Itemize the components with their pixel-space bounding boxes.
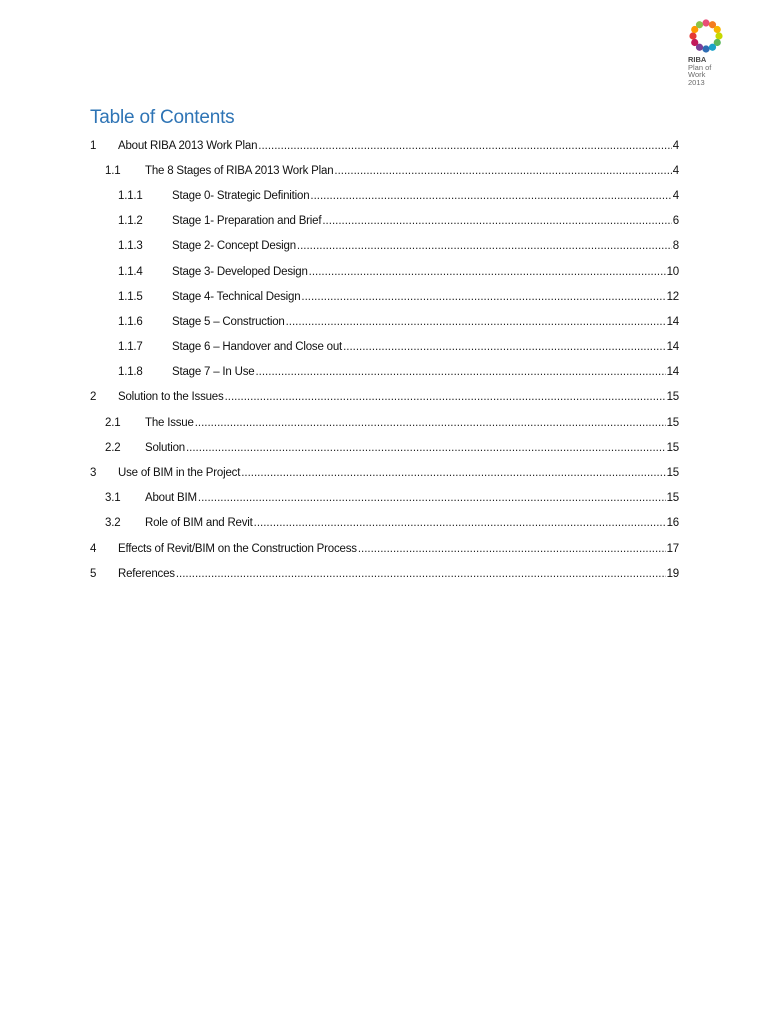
toc-entry[interactable] xyxy=(90,158,679,183)
dot-leader xyxy=(301,291,665,303)
toc-entry-page: 17 xyxy=(666,542,679,555)
riba-logo xyxy=(688,18,736,90)
toc-entry[interactable] xyxy=(90,561,679,586)
toc-entry-number: 1.1.4 xyxy=(118,265,143,278)
toc-entry-number: 4 xyxy=(90,542,97,555)
dot-leader xyxy=(176,568,666,580)
dot-leader xyxy=(358,543,666,555)
toc-entry-label: About BIM xyxy=(145,492,197,505)
toc-entry-page: 4 xyxy=(672,189,679,202)
toc-entry-number: 3 xyxy=(90,467,97,480)
toc-entry-number: 1.1.6 xyxy=(118,315,143,328)
logo-line-year: 2013 xyxy=(688,77,705,87)
toc-entry-text xyxy=(118,391,679,403)
toc-entry-label: Effects of Revit/BIM on the Construction Process xyxy=(118,542,357,555)
table-of-contents xyxy=(90,133,679,586)
toc-entry-page: 15 xyxy=(666,416,679,429)
toc-entry-text xyxy=(118,568,679,580)
toc-entry-text xyxy=(145,165,679,177)
dot-leader xyxy=(334,165,671,177)
toc-entry-text xyxy=(172,291,679,303)
toc-entry-label: References xyxy=(118,567,175,580)
logo-ring-dot xyxy=(689,32,696,39)
logo-ring-dot xyxy=(715,32,722,39)
toc-entry-text xyxy=(172,215,679,227)
toc-entry-label: Stage 2- Concept Design xyxy=(172,240,296,253)
toc-entry-page: 6 xyxy=(672,215,679,228)
toc-entry-label: About RIBA 2013 Work Plan xyxy=(118,139,258,152)
logo-ring-dot xyxy=(691,39,698,46)
toc-entry[interactable] xyxy=(90,486,679,511)
dot-leader xyxy=(255,366,665,378)
logo-line-work: Work xyxy=(688,70,706,79)
dot-leader xyxy=(297,240,672,252)
toc-entry-label: Stage 5 – Construction xyxy=(172,315,285,328)
dot-leader xyxy=(322,215,671,227)
dot-leader xyxy=(241,467,665,479)
toc-entry-text xyxy=(145,417,679,429)
logo-line-plan-of: Plan of xyxy=(688,62,712,72)
toc-entry[interactable] xyxy=(90,410,679,435)
toc-entry[interactable] xyxy=(90,385,679,410)
toc-entry[interactable] xyxy=(90,511,679,536)
dot-leader xyxy=(186,442,666,454)
toc-entry-number: 5 xyxy=(90,567,97,580)
toc-entry[interactable] xyxy=(90,309,679,334)
toc-entry-text xyxy=(172,341,679,353)
toc-entry[interactable] xyxy=(90,259,679,284)
toc-entry-text xyxy=(172,366,679,378)
toc-entry-number: 1.1.7 xyxy=(118,341,143,354)
toc-entry-page: 15 xyxy=(666,391,679,404)
dot-leader xyxy=(258,140,672,152)
toc-entry-label: The 8 Stages of RIBA 2013 Work Plan xyxy=(145,164,334,177)
logo-ring-dot xyxy=(714,26,721,33)
dot-leader xyxy=(286,316,666,328)
dot-leader xyxy=(254,517,666,529)
logo-ring-dot xyxy=(702,45,709,52)
toc-entry-page: 14 xyxy=(666,315,679,328)
toc-entry-number: 2.2 xyxy=(105,441,121,454)
toc-entry[interactable] xyxy=(90,360,679,385)
toc-entry[interactable] xyxy=(90,536,679,561)
toc-entry-label: Role of BIM and Revit xyxy=(145,517,253,530)
toc-entry-page: 10 xyxy=(666,265,679,278)
toc-entry-number: 1.1.2 xyxy=(118,215,143,228)
toc-entry-label: Stage 0- Strategic Definition xyxy=(172,189,310,202)
logo-ring-dot xyxy=(696,21,703,28)
toc-entry[interactable] xyxy=(90,183,679,208)
toc-entry[interactable] xyxy=(90,435,679,460)
dot-leader xyxy=(343,341,666,353)
toc-entry-number: 3.1 xyxy=(105,492,121,505)
toc-entry-text xyxy=(118,140,679,152)
toc-entry-text xyxy=(172,266,679,278)
toc-entry-label: Stage 4- Technical Design xyxy=(172,290,301,303)
toc-entry-page: 19 xyxy=(666,567,679,580)
toc-entry-number: 1.1.8 xyxy=(118,366,143,379)
toc-entry-text xyxy=(172,190,679,202)
toc-entry[interactable] xyxy=(90,209,679,234)
toc-entry-text xyxy=(118,467,679,479)
toc-entry-page: 14 xyxy=(666,341,679,354)
logo-text xyxy=(688,56,736,86)
dot-leader xyxy=(198,492,666,504)
toc-entry-number: 1.1.3 xyxy=(118,240,143,253)
toc-entry-number: 1.1.1 xyxy=(118,189,143,202)
toc-entry-number: 1 xyxy=(90,139,97,152)
toc-entry-page: 14 xyxy=(666,366,679,379)
toc-entry-number: 1.1 xyxy=(105,164,121,177)
toc-entry-page: 4 xyxy=(672,139,679,152)
toc-entry-label: Stage 6 – Handover and Close out xyxy=(172,341,343,354)
toc-entry-page: 16 xyxy=(666,517,679,530)
toc-entry[interactable] xyxy=(90,133,679,158)
logo-ring-dot xyxy=(702,19,709,26)
dot-leader xyxy=(310,190,671,202)
toc-entry-label: The Issue xyxy=(145,416,194,429)
toc-entry-page: 15 xyxy=(666,492,679,505)
toc-entry-page: 15 xyxy=(666,467,679,480)
toc-entry[interactable] xyxy=(90,234,679,259)
riba-ring-icon xyxy=(688,18,724,54)
logo-ring-dot xyxy=(709,44,716,51)
toc-entry-page: 12 xyxy=(666,290,679,303)
toc-entry-label: Solution to the Issues xyxy=(118,391,224,404)
page-title: Table of Contents xyxy=(90,107,235,128)
toc-entry-page: 4 xyxy=(672,164,679,177)
toc-entry-label: Stage 7 – In Use xyxy=(172,366,255,379)
toc-entry-number: 3.2 xyxy=(105,517,121,530)
toc-entry-text xyxy=(145,517,679,529)
toc-entry[interactable] xyxy=(90,335,679,360)
toc-entry-text xyxy=(172,316,679,328)
toc-entry[interactable] xyxy=(90,284,679,309)
dot-leader xyxy=(309,266,666,278)
toc-entry-page: 15 xyxy=(666,441,679,454)
logo-brand: RIBA xyxy=(688,55,707,64)
toc-entry-number: 1.1.5 xyxy=(118,290,143,303)
toc-entry-label: Stage 3- Developed Design xyxy=(172,265,308,278)
toc-entry-number: 2 xyxy=(90,391,97,404)
toc-entry-page: 8 xyxy=(672,240,679,253)
toc-entry-number: 2.1 xyxy=(105,416,121,429)
toc-entry-text xyxy=(145,442,679,454)
toc-entry-label: Solution xyxy=(145,441,185,454)
toc-entry-label: Stage 1- Preparation and Brief xyxy=(172,215,322,228)
toc-entry[interactable] xyxy=(90,460,679,485)
toc-entry-text xyxy=(118,543,679,555)
dot-leader xyxy=(225,391,666,403)
toc-entry-text xyxy=(145,492,679,504)
dot-leader xyxy=(195,417,666,429)
toc-entry-text xyxy=(172,240,679,252)
toc-entry-label: Use of BIM in the Project xyxy=(118,467,241,480)
